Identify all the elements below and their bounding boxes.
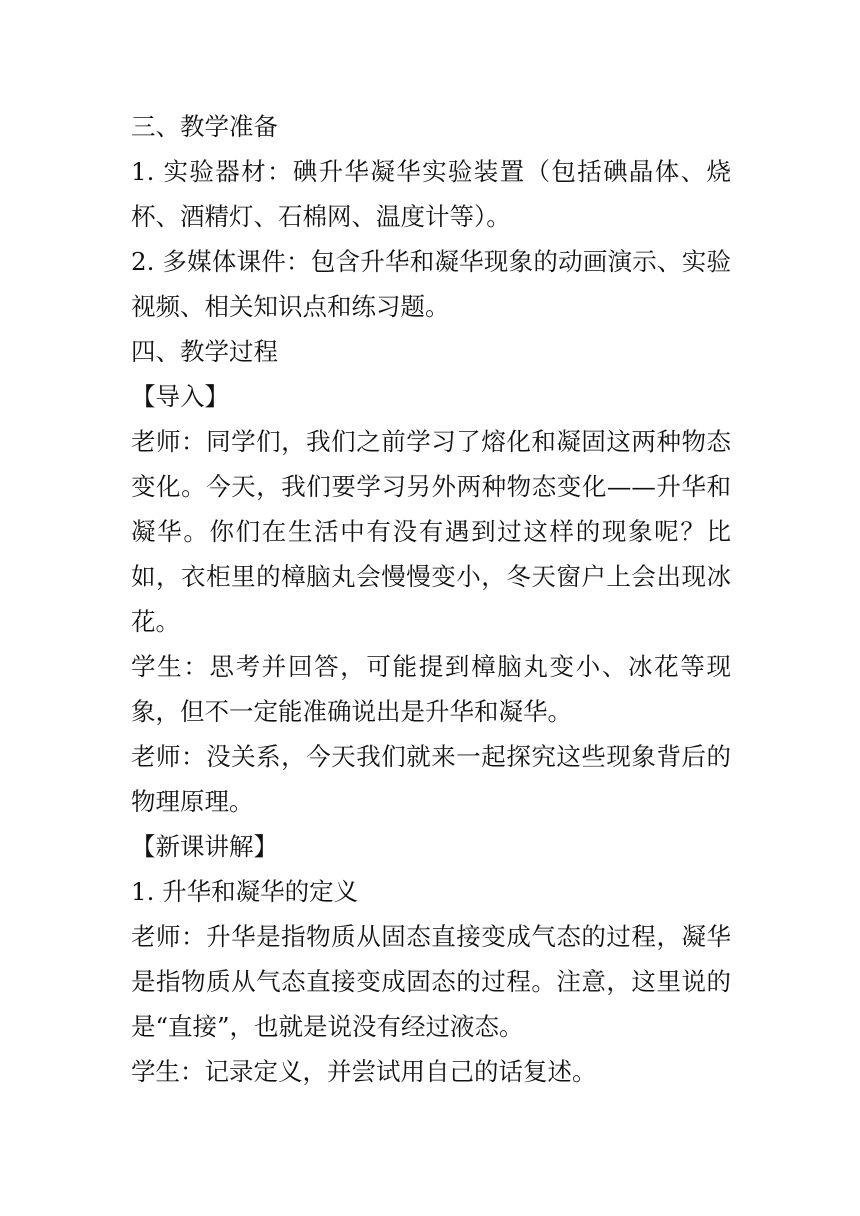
subsection-heading-introduction: 【导入】 <box>131 382 229 411</box>
section-heading-teaching-preparation: 三、教学准备 <box>131 112 278 141</box>
list-item-definition-heading: 1. 升华和凝华的定义 <box>131 877 359 906</box>
paragraph-student-response: 学生：思考并回答，可能提到樟脑丸变小、冰花等现象，但不一定能准确说出是升华和凝华。 <box>131 652 731 726</box>
section-heading-teaching-process: 四、教学过程 <box>131 337 278 366</box>
paragraph-teacher-intro: 老师：同学们，我们之前学习了熔化和凝固这两种物态变化。今天，我们要学习另外两种物态变化——升华和凝华。你们在生活中有没有遇到过这样的现象呢？比如，衣柜里的樟脑丸会慢慢变小，冬天窗户上会出现冰花。 <box>131 427 731 636</box>
paragraph-teacher-definition: 老师：升华是指物质从固态直接变成气态的过程，凝华是指物质从气态直接变成固态的过程。注意，这里说的是“直接”，也就是说没有经过液态。 <box>131 922 731 1041</box>
list-item-multimedia-courseware: 2. 多媒体课件：包含升华和凝华现象的动画演示、实验视频、相关知识点和练习题。 <box>131 247 731 321</box>
paragraph-student-record: 学生：记录定义，并尝试用自己的话复述。 <box>131 1057 597 1086</box>
list-item-experiment-equipment: 1. 实验器材：碘升华凝华实验装置（包括碘晶体、烧杯、酒精灯、石棉网、温度计等）。 <box>131 157 731 231</box>
paragraph-teacher-transition: 老师：没关系，今天我们就来一起探究这些现象背后的物理原理。 <box>131 742 731 816</box>
document-page <box>131 104 731 1094</box>
subsection-heading-new-lesson: 【新课讲解】 <box>131 832 278 861</box>
